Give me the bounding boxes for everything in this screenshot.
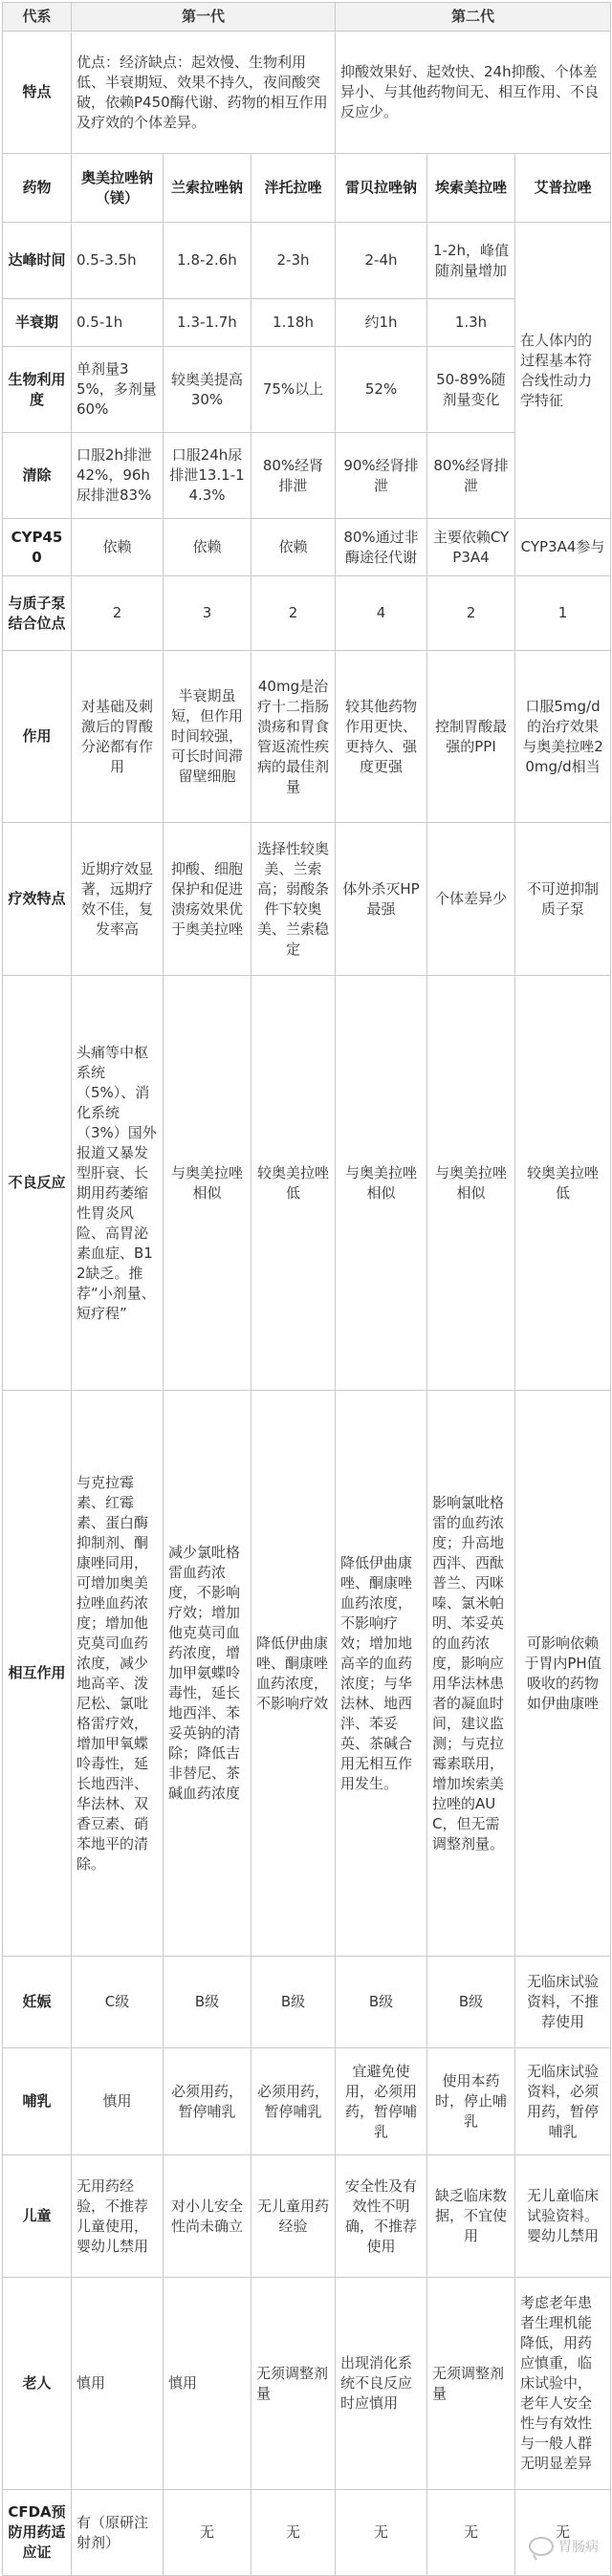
wechat-bubble-icon (529, 2537, 554, 2556)
table-cell: 降低伊曲康唑、酮康唑血药浓度，不影响疗效；增加地高辛的血药浓度；与华法林、地西泮、苯妥英、茶碱合用无相互作用发生。 (336, 1391, 427, 1957)
first-gen-header: 第一代 (72, 3, 336, 32)
table-cell: 半衰期虽短，但作用时间较强，可长时间滞留壁细胞 (164, 651, 251, 823)
row-label: 作用 (3, 651, 72, 823)
table-cell: 使用本药时，停止哺乳 (427, 2048, 515, 2155)
table-row (3, 976, 611, 1391)
row-label: 生物利用度 (3, 347, 72, 433)
header-row (3, 3, 611, 32)
table-cell: 依赖 (72, 519, 164, 576)
table-cell: C级 (72, 1957, 164, 2048)
row-label: 清除 (3, 433, 72, 519)
table-cell: 降低伊曲康唑、酮康唑血药浓度，不影响疗效 (251, 1391, 336, 1957)
table-cell: 1.18h (251, 299, 336, 347)
table-cell: 90%经肾排泄 (336, 433, 427, 519)
table-cell: 无临床试验资料，不推荐使用 (515, 1957, 611, 2048)
first-gen-features: 优点：经济缺点：起效慢、生物利用低、半衰期短、效果不持久，夜间酸突破，依赖P450酶代谢、药物的相互作用及疗效的个体差异。 (72, 32, 336, 154)
table-cell: 与奥美拉唑相似 (164, 976, 251, 1391)
drug-name: 雷贝拉唑钠 (336, 154, 427, 223)
generation-header: 代系 (3, 3, 72, 32)
table-cell: 1.8-2.6h (164, 223, 251, 299)
table-cell: 口服24h尿排泄13.1-14.3% (164, 433, 251, 519)
watermark (529, 2537, 599, 2556)
table-cell: 无儿童临床试验资料。婴幼儿禁用 (515, 2155, 611, 2278)
table-cell: 无临床试验资料，必须用药，暂停哺乳 (515, 2048, 611, 2155)
row-label: CFDA预防用药适应证 (3, 2490, 72, 2576)
table-cell: 慎用 (72, 2048, 164, 2155)
row-label: 与质子泵结合位点 (3, 576, 72, 651)
table-row (3, 823, 611, 976)
table-row (3, 1957, 611, 2048)
table-row (3, 2490, 611, 2576)
table-cell: 必须用药，暂停哺乳 (251, 2048, 336, 2155)
table-cell: 无 (164, 2490, 251, 2576)
table-cell: 主要依赖CYP3A4 (427, 519, 515, 576)
row-label: CYP450 (3, 519, 72, 576)
table-cell: 慎用 (164, 2278, 251, 2490)
table-cell: 控制胃酸最强的PPI (427, 651, 515, 823)
table-cell: 与克拉霉素、红霉素、蛋白酶抑制剂、酮康唑同用，可增加奥美拉唑血药浓度；增加他克莫司血药浓度，减少地高辛、泼尼松、氯吡格雷疗效，增加甲氧蝶呤毒性，延长地西泮、华法林、双香豆素、硝苯地平的清除。 (72, 1391, 164, 1957)
drug-name: 奥美拉唑钠（镁） (72, 154, 164, 223)
table-cell: 依赖 (164, 519, 251, 576)
table-cell: 缺乏临床数据，不宜使用 (427, 2155, 515, 2278)
table-cell: 较其他药物作用更快、更持久、强度更强 (336, 651, 427, 823)
table-cell: 对基础及刺激后的胃酸分泌都有作用 (72, 651, 164, 823)
row-label: 哺乳 (3, 2048, 72, 2155)
drug-name: 埃索美拉唑 (427, 154, 515, 223)
table-cell: 宜避免使用，必须用药，暂停哺乳 (336, 2048, 427, 2155)
drug-name: 泮托拉唑 (251, 154, 336, 223)
table-cell: 选择性较奥美、兰索高；弱酸条件下较奥美、兰索稳定 (251, 823, 336, 976)
table-cell: 出现消化系统不良反应时应慎用 (336, 2278, 427, 2490)
table-cell: 无 (515, 2490, 611, 2576)
table-cell: 0.5-3.5h (72, 223, 164, 299)
table-cell: 无 (427, 2490, 515, 2576)
table-cell: 体外杀灭HP最强 (336, 823, 427, 976)
table-cell: 80%通过非酶途径代谢 (336, 519, 427, 576)
table-cell: 无须调整剂量 (427, 2278, 515, 2490)
row-label: 不良反应 (3, 976, 72, 1391)
table-cell: B级 (251, 1957, 336, 2048)
row-label: 达峰时间 (3, 223, 72, 299)
table-cell: 2-3h (251, 223, 336, 299)
table-cell: 52% (336, 347, 427, 433)
table-row (3, 2278, 611, 2490)
table-cell: 1 (515, 576, 611, 651)
table-cell: 抑酸、细胞保护和促进溃疡效果优于奥美拉唑 (164, 823, 251, 976)
table-cell: 与奥美拉唑相似 (427, 976, 515, 1391)
table-cell: 80%经肾排泄 (251, 433, 336, 519)
drug-name: 兰索拉唑钠 (164, 154, 251, 223)
aipu-pk-cell: 在人体内的过程基本符合线性动力学特征 (515, 223, 611, 519)
row-label: 药物 (3, 154, 72, 223)
table-cell: 75%以上 (251, 347, 336, 433)
row-label: 相互作用 (3, 1391, 72, 1957)
table-cell: 与奥美拉唑相似 (336, 976, 427, 1391)
table-cell: 口服5mg/d的治疗效果与奥美拉唑20mg/d相当 (515, 651, 611, 823)
table-cell: B级 (336, 1957, 427, 2048)
table-cell: 单剂量35%，多剂量60% (72, 347, 164, 433)
table-cell: B级 (427, 1957, 515, 2048)
second-gen-features: 抑酸效果好、起效快、24h抑酸、个体差异小、与其他药物间无、相互作用、不良反应少。 (336, 32, 611, 154)
table-cell: 2 (72, 576, 164, 651)
table-cell: 依赖 (251, 519, 336, 576)
table-cell: 有（原研注射剂） (72, 2490, 164, 2576)
table-cell: 40mg是治疗十二指肠溃疡和胃食管返流性疾病的最佳剂量 (251, 651, 336, 823)
table-row (3, 2155, 611, 2278)
table-cell: 3 (164, 576, 251, 651)
table-cell: 减少氯吡格雷血药浓度，不影响疗效；增加他克莫司血药浓度，增加甲氨蝶呤毒性，延长地西泮、苯妥英钠的清除；降低吉非替尼、茶碱血药浓度 (164, 1391, 251, 1957)
table-cell: B级 (164, 1957, 251, 2048)
table-cell: 80%经肾排泄 (427, 433, 515, 519)
table-cell: 50-89%随剂量变化 (427, 347, 515, 433)
drug-name: 艾普拉唑 (515, 154, 611, 223)
table-row (3, 1391, 611, 1957)
table-cell: 安全性及有效性不明确，不推荐使用 (336, 2155, 427, 2278)
table-row (3, 223, 611, 299)
table-row (3, 651, 611, 823)
table-cell: 头痛等中枢系统（5%）、消化系统（3%）国外报道又暴发型肝衰、长期用药萎缩性胃炎风险、高胃泌素血症、B12缺乏。推荐“小剂量、短疗程” (72, 976, 164, 1391)
table-row (3, 519, 611, 576)
row-label: 妊娠 (3, 1957, 72, 2048)
table-cell: 1.3-1.7h (164, 299, 251, 347)
table-cell: 近期疗效显著，远期疗效不佳，复发率高 (72, 823, 164, 976)
table-cell: 考虑老年患者生理机能降低，用药应慎重，临床试验中，老年人安全性与有效性与一般人群无明显差异 (515, 2278, 611, 2490)
table-cell: 1.3h (427, 299, 515, 347)
table-cell: 可影响依赖于胃内PH值吸收的药物如伊曲康唑 (515, 1391, 611, 1957)
table-cell: 2 (251, 576, 336, 651)
table-cell: 不可逆抑制质子泵 (515, 823, 611, 976)
table-cell: 无用药经验，不推荐儿童使用，婴幼儿禁用 (72, 2155, 164, 2278)
table-row (3, 2048, 611, 2155)
row-label: 儿童 (3, 2155, 72, 2278)
table-cell: 影响氯吡格雷的血药浓度；升高地西泮、西酞普兰、丙咪嗪、氯米帕明、苯妥英的血药浓度，影响应用华法林患者的凝血时间，建议监测；与克拉霉素联用，增加埃索美拉唑的AUC，但无需调整剂量。 (427, 1391, 515, 1957)
table-cell: 口服2h排泄42%，96h尿排泄83% (72, 433, 164, 519)
table-cell: 较奥美提高30% (164, 347, 251, 433)
ppi-comparison-table (2, 2, 611, 2576)
row-label: 特点 (3, 32, 72, 154)
features-row (3, 32, 611, 154)
table-cell: 1-2h，峰值随剂量增加 (427, 223, 515, 299)
table-cell: 4 (336, 576, 427, 651)
table-cell: 无儿童用药经验 (251, 2155, 336, 2278)
table-cell: 对小儿安全性尚未确立 (164, 2155, 251, 2278)
table-cell: 个体差异少 (427, 823, 515, 976)
second-gen-header: 第二代 (336, 3, 611, 32)
table-cell: 较奥美拉唑低 (515, 976, 611, 1391)
table-cell: 约1h (336, 299, 427, 347)
table-cell: 2 (427, 576, 515, 651)
table-cell: 无须调整剂量 (251, 2278, 336, 2490)
table-cell: 较奥美拉唑低 (251, 976, 336, 1391)
drug-row (3, 154, 611, 223)
row-label: 疗效特点 (3, 823, 72, 976)
table-cell: 2-4h (336, 223, 427, 299)
table-cell: 无 (336, 2490, 427, 2576)
row-label: 老人 (3, 2278, 72, 2490)
table-cell: 0.5-1h (72, 299, 164, 347)
table-cell: 无 (251, 2490, 336, 2576)
table-cell: 慎用 (72, 2278, 164, 2490)
watermark-text: 胃肠病 (558, 2540, 599, 2555)
table-cell: 必须用药，暂停哺乳 (164, 2048, 251, 2155)
table-row (3, 576, 611, 651)
table-cell: CYP3A4参与 (515, 519, 611, 576)
row-label: 半衰期 (3, 299, 72, 347)
